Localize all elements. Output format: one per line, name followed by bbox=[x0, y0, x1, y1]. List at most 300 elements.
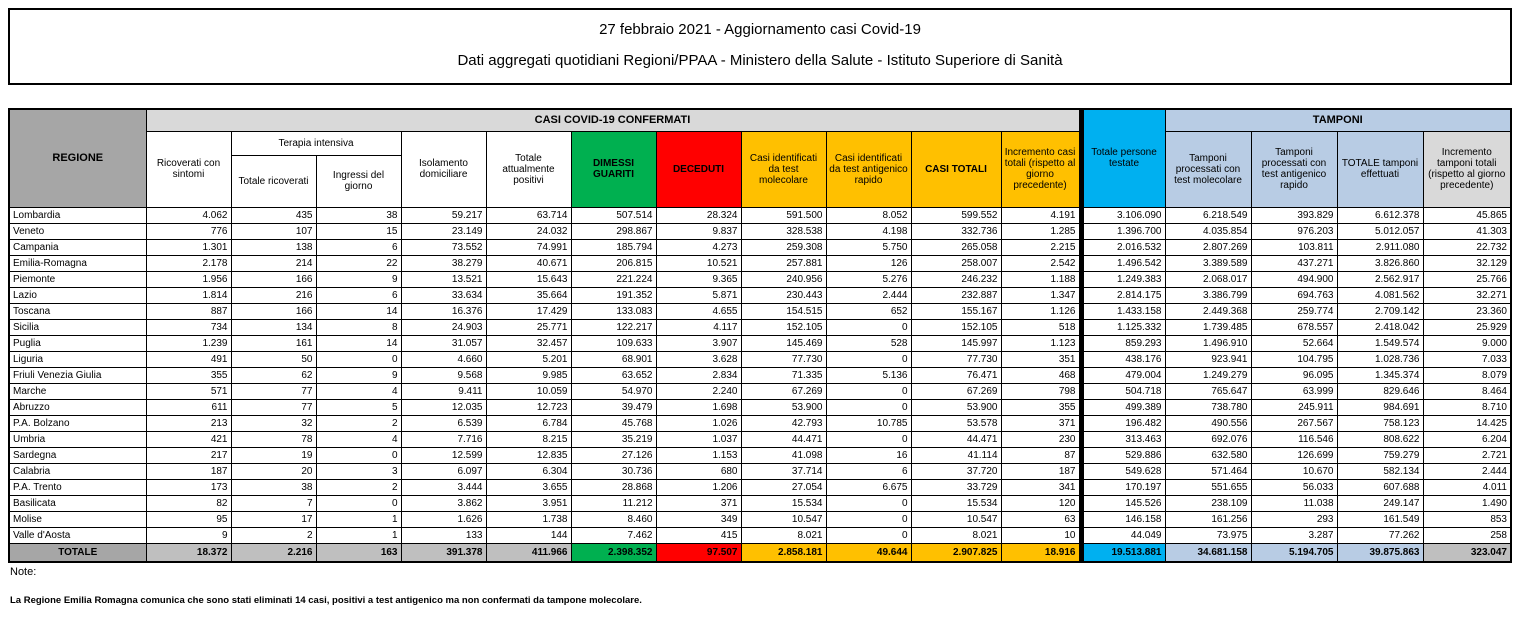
value-cell: 1.153 bbox=[656, 447, 741, 463]
totale-value-cell: 39.875.863 bbox=[1337, 543, 1423, 562]
note-emilia-romagna: La Regione Emilia Romagna comunica che sono stati eliminati 14 casi, positivi a test antigenico ma non confermati da tampone molecolare. bbox=[10, 595, 642, 606]
value-cell: 3.655 bbox=[486, 479, 571, 495]
value-cell: 77.730 bbox=[911, 351, 1001, 367]
totale-value-cell: 411.966 bbox=[486, 543, 571, 562]
table-row bbox=[9, 319, 1511, 335]
table-row bbox=[9, 223, 1511, 239]
value-cell: 4 bbox=[316, 431, 401, 447]
value-cell: 923.941 bbox=[1165, 351, 1251, 367]
value-cell: 1.285 bbox=[1001, 223, 1081, 239]
totale-value-cell: 391.378 bbox=[401, 543, 486, 562]
value-cell: 6 bbox=[316, 239, 401, 255]
value-cell: 3.628 bbox=[656, 351, 741, 367]
value-cell: 437.271 bbox=[1251, 255, 1337, 271]
value-cell: 133 bbox=[401, 527, 486, 543]
value-cell: 32.457 bbox=[486, 335, 571, 351]
value-cell: 7.033 bbox=[1423, 351, 1511, 367]
value-cell: 494.900 bbox=[1251, 271, 1337, 287]
value-cell: 2.834 bbox=[656, 367, 741, 383]
page-title: 27 febbraio 2021 - Aggiornamento casi Covid-19 bbox=[599, 21, 921, 38]
header-group-tamponi: TAMPONI bbox=[1165, 109, 1511, 131]
table-row bbox=[9, 463, 1511, 479]
value-cell: 6.097 bbox=[401, 463, 486, 479]
value-cell: 491 bbox=[146, 351, 231, 367]
header-incremento-tamponi: Incremento tamponi totali (rispetto al giorno precedente) bbox=[1423, 131, 1511, 207]
value-cell: 17.429 bbox=[486, 303, 571, 319]
value-cell: 1 bbox=[316, 511, 401, 527]
value-cell: 13.521 bbox=[401, 271, 486, 287]
value-cell: 56.033 bbox=[1251, 479, 1337, 495]
table-row bbox=[9, 239, 1511, 255]
value-cell: 4.117 bbox=[656, 319, 741, 335]
header-incremento-casi: Incremento casi totali (rispetto al giorno precedente) bbox=[1001, 131, 1081, 207]
value-cell: 776 bbox=[146, 223, 231, 239]
region-name: Toscana bbox=[9, 303, 146, 319]
value-cell: 4.655 bbox=[656, 303, 741, 319]
value-cell: 694.763 bbox=[1251, 287, 1337, 303]
table-row bbox=[9, 415, 1511, 431]
value-cell: 258.007 bbox=[911, 255, 1001, 271]
value-cell: 6.539 bbox=[401, 415, 486, 431]
value-cell: 23.360 bbox=[1423, 303, 1511, 319]
value-cell: 479.004 bbox=[1081, 367, 1165, 383]
value-cell: 435 bbox=[231, 207, 316, 223]
value-cell: 54.970 bbox=[571, 383, 656, 399]
value-cell: 4.011 bbox=[1423, 479, 1511, 495]
value-cell: 2.178 bbox=[146, 255, 231, 271]
value-cell: 3.444 bbox=[401, 479, 486, 495]
value-cell: 53.900 bbox=[911, 399, 1001, 415]
value-cell: 652 bbox=[826, 303, 911, 319]
value-cell: 67.269 bbox=[741, 383, 826, 399]
value-cell: 0 bbox=[316, 351, 401, 367]
value-cell: 1.496.542 bbox=[1081, 255, 1165, 271]
value-cell: 632.580 bbox=[1165, 447, 1251, 463]
value-cell: 1.956 bbox=[146, 271, 231, 287]
value-cell: 77 bbox=[231, 383, 316, 399]
value-cell: 15.534 bbox=[741, 495, 826, 511]
value-cell: 765.647 bbox=[1165, 383, 1251, 399]
value-cell: 25.929 bbox=[1423, 319, 1511, 335]
value-cell: 152.105 bbox=[911, 319, 1001, 335]
totale-value-cell: 163 bbox=[316, 543, 401, 562]
value-cell: 6.218.549 bbox=[1165, 207, 1251, 223]
value-cell: 5 bbox=[316, 399, 401, 415]
value-cell: 468 bbox=[1001, 367, 1081, 383]
value-cell: 1.347 bbox=[1001, 287, 1081, 303]
value-cell: 293 bbox=[1251, 511, 1337, 527]
value-cell: 2 bbox=[231, 527, 316, 543]
region-name: Abruzzo bbox=[9, 399, 146, 415]
value-cell: 1.549.574 bbox=[1337, 335, 1423, 351]
value-cell: 9.837 bbox=[656, 223, 741, 239]
value-cell: 9.365 bbox=[656, 271, 741, 287]
value-cell: 859.293 bbox=[1081, 335, 1165, 351]
value-cell: 77 bbox=[231, 399, 316, 415]
value-cell: 67.269 bbox=[911, 383, 1001, 399]
value-cell: 6.675 bbox=[826, 479, 911, 495]
value-cell: 95 bbox=[146, 511, 231, 527]
value-cell: 1.126 bbox=[1001, 303, 1081, 319]
header-deceduti: DECEDUTI bbox=[656, 131, 741, 207]
value-cell: 1.026 bbox=[656, 415, 741, 431]
totale-row bbox=[9, 543, 1511, 562]
value-cell: 44.049 bbox=[1081, 527, 1165, 543]
value-cell: 52.664 bbox=[1251, 335, 1337, 351]
region-name: Umbria bbox=[9, 431, 146, 447]
value-cell: 3.951 bbox=[486, 495, 571, 511]
value-cell: 591.500 bbox=[741, 207, 826, 223]
value-cell: 33.729 bbox=[911, 479, 1001, 495]
region-name: Liguria bbox=[9, 351, 146, 367]
header-isolamento-domiciliare: Isolamento domiciliare bbox=[401, 131, 486, 207]
value-cell: 9.985 bbox=[486, 367, 571, 383]
value-cell: 138 bbox=[231, 239, 316, 255]
value-cell: 2.562.917 bbox=[1337, 271, 1423, 287]
value-cell: 19 bbox=[231, 447, 316, 463]
value-cell: 829.646 bbox=[1337, 383, 1423, 399]
value-cell: 2 bbox=[316, 415, 401, 431]
value-cell: 10.785 bbox=[826, 415, 911, 431]
value-cell: 680 bbox=[656, 463, 741, 479]
value-cell: 8.052 bbox=[826, 207, 911, 223]
table-row bbox=[9, 511, 1511, 527]
region-name: Piemonte bbox=[9, 271, 146, 287]
value-cell: 16 bbox=[826, 447, 911, 463]
value-cell: 0 bbox=[826, 351, 911, 367]
value-cell: 4.273 bbox=[656, 239, 741, 255]
value-cell: 73.552 bbox=[401, 239, 486, 255]
value-cell: 551.655 bbox=[1165, 479, 1251, 495]
region-name: Friuli Venezia Giulia bbox=[9, 367, 146, 383]
value-cell: 249.147 bbox=[1337, 495, 1423, 511]
value-cell: 8.710 bbox=[1423, 399, 1511, 415]
header-totale-tamponi: TOTALE tamponi effettuati bbox=[1337, 131, 1423, 207]
value-cell: 7.462 bbox=[571, 527, 656, 543]
value-cell: 5.136 bbox=[826, 367, 911, 383]
value-cell: 154.515 bbox=[741, 303, 826, 319]
value-cell: 40.671 bbox=[486, 255, 571, 271]
value-cell: 25.771 bbox=[486, 319, 571, 335]
value-cell: 582.134 bbox=[1337, 463, 1423, 479]
table-row bbox=[9, 431, 1511, 447]
value-cell: 9.000 bbox=[1423, 335, 1511, 351]
value-cell: 887 bbox=[146, 303, 231, 319]
value-cell: 120 bbox=[1001, 495, 1081, 511]
value-cell: 267.567 bbox=[1251, 415, 1337, 431]
region-name: Puglia bbox=[9, 335, 146, 351]
value-cell: 4.035.854 bbox=[1165, 223, 1251, 239]
value-cell: 3.907 bbox=[656, 335, 741, 351]
value-cell: 22.732 bbox=[1423, 239, 1511, 255]
value-cell: 341 bbox=[1001, 479, 1081, 495]
value-cell: 2.240 bbox=[656, 383, 741, 399]
value-cell: 1.123 bbox=[1001, 335, 1081, 351]
value-cell: 185.794 bbox=[571, 239, 656, 255]
value-cell: 187 bbox=[146, 463, 231, 479]
table-row bbox=[9, 351, 1511, 367]
value-cell: 371 bbox=[656, 495, 741, 511]
value-cell: 68.901 bbox=[571, 351, 656, 367]
value-cell: 8.215 bbox=[486, 431, 571, 447]
value-cell: 28.324 bbox=[656, 207, 741, 223]
value-cell: 11.212 bbox=[571, 495, 656, 511]
value-cell: 2.449.368 bbox=[1165, 303, 1251, 319]
region-name: Campania bbox=[9, 239, 146, 255]
value-cell: 2.215 bbox=[1001, 239, 1081, 255]
value-cell: 59.217 bbox=[401, 207, 486, 223]
value-cell: 44.471 bbox=[741, 431, 826, 447]
value-cell: 3 bbox=[316, 463, 401, 479]
value-cell: 4.660 bbox=[401, 351, 486, 367]
value-cell: 78 bbox=[231, 431, 316, 447]
value-cell: 2.911.080 bbox=[1337, 239, 1423, 255]
value-cell: 30.736 bbox=[571, 463, 656, 479]
value-cell: 145.997 bbox=[911, 335, 1001, 351]
value-cell: 32.129 bbox=[1423, 255, 1511, 271]
header-casi-test-molecolare: Casi identificati da test molecolare bbox=[741, 131, 826, 207]
value-cell: 1.345.374 bbox=[1337, 367, 1423, 383]
value-cell: 1.239 bbox=[146, 335, 231, 351]
value-cell: 611 bbox=[146, 399, 231, 415]
value-cell: 44.471 bbox=[911, 431, 1001, 447]
value-cell: 328.538 bbox=[741, 223, 826, 239]
value-cell: 421 bbox=[146, 431, 231, 447]
value-cell: 32 bbox=[231, 415, 316, 431]
value-cell: 24.032 bbox=[486, 223, 571, 239]
value-cell: 984.691 bbox=[1337, 399, 1423, 415]
region-name: Valle d'Aosta bbox=[9, 527, 146, 543]
value-cell: 155.167 bbox=[911, 303, 1001, 319]
value-cell: 10.521 bbox=[656, 255, 741, 271]
value-cell: 103.811 bbox=[1251, 239, 1337, 255]
value-cell: 41.114 bbox=[911, 447, 1001, 463]
value-cell: 38 bbox=[316, 207, 401, 223]
value-cell: 349 bbox=[656, 511, 741, 527]
value-cell: 607.688 bbox=[1337, 479, 1423, 495]
region-name: P.A. Bolzano bbox=[9, 415, 146, 431]
value-cell: 1.037 bbox=[656, 431, 741, 447]
value-cell: 355 bbox=[1001, 399, 1081, 415]
table-row bbox=[9, 207, 1511, 223]
value-cell: 5.871 bbox=[656, 287, 741, 303]
value-cell: 759.279 bbox=[1337, 447, 1423, 463]
value-cell: 214 bbox=[231, 255, 316, 271]
value-cell: 4 bbox=[316, 383, 401, 399]
table-row bbox=[9, 255, 1511, 271]
value-cell: 63 bbox=[1001, 511, 1081, 527]
value-cell: 12.035 bbox=[401, 399, 486, 415]
table-row bbox=[9, 383, 1511, 399]
value-cell: 332.736 bbox=[911, 223, 1001, 239]
value-cell: 35.664 bbox=[486, 287, 571, 303]
value-cell: 1.125.332 bbox=[1081, 319, 1165, 335]
value-cell: 23.149 bbox=[401, 223, 486, 239]
value-cell: 599.552 bbox=[911, 207, 1001, 223]
value-cell: 17 bbox=[231, 511, 316, 527]
region-name: Marche bbox=[9, 383, 146, 399]
value-cell: 5.276 bbox=[826, 271, 911, 287]
value-cell: 109.633 bbox=[571, 335, 656, 351]
value-cell: 2.444 bbox=[1423, 463, 1511, 479]
value-cell: 45.768 bbox=[571, 415, 656, 431]
region-name: Veneto bbox=[9, 223, 146, 239]
value-cell: 71.335 bbox=[741, 367, 826, 383]
value-cell: 313.463 bbox=[1081, 431, 1165, 447]
value-cell: 9 bbox=[316, 367, 401, 383]
value-cell: 549.628 bbox=[1081, 463, 1165, 479]
value-cell: 3.389.589 bbox=[1165, 255, 1251, 271]
value-cell: 0 bbox=[826, 527, 911, 543]
header-persone-testate: Totale persone testate bbox=[1081, 109, 1165, 207]
value-cell: 14.425 bbox=[1423, 415, 1511, 431]
value-cell: 2.068.017 bbox=[1165, 271, 1251, 287]
value-cell: 63.652 bbox=[571, 367, 656, 383]
value-cell: 217 bbox=[146, 447, 231, 463]
value-cell: 15.643 bbox=[486, 271, 571, 287]
value-cell: 10.547 bbox=[741, 511, 826, 527]
value-cell: 39.479 bbox=[571, 399, 656, 415]
value-cell: 37.714 bbox=[741, 463, 826, 479]
header-regione: REGIONE bbox=[9, 109, 146, 207]
value-cell: 355 bbox=[146, 367, 231, 383]
value-cell: 678.557 bbox=[1251, 319, 1337, 335]
value-cell: 170.197 bbox=[1081, 479, 1165, 495]
totale-value-cell: 97.507 bbox=[656, 543, 741, 562]
value-cell: 259.774 bbox=[1251, 303, 1337, 319]
table-row bbox=[9, 287, 1511, 303]
value-cell: 853 bbox=[1423, 511, 1511, 527]
value-cell: 1.301 bbox=[146, 239, 231, 255]
header-group-casi-confermati: CASI COVID-19 CONFERMATI bbox=[146, 109, 1081, 131]
value-cell: 504.718 bbox=[1081, 383, 1165, 399]
totale-value-cell: 5.194.705 bbox=[1251, 543, 1337, 562]
value-cell: 1.626 bbox=[401, 511, 486, 527]
value-cell: 0 bbox=[826, 511, 911, 527]
value-cell: 3.287 bbox=[1251, 527, 1337, 543]
table-body bbox=[9, 207, 1511, 562]
value-cell: 166 bbox=[231, 303, 316, 319]
value-cell: 1.396.700 bbox=[1081, 223, 1165, 239]
value-cell: 571 bbox=[146, 383, 231, 399]
value-cell: 1 bbox=[316, 527, 401, 543]
value-cell: 1.738 bbox=[486, 511, 571, 527]
table-row bbox=[9, 335, 1511, 351]
value-cell: 38 bbox=[231, 479, 316, 495]
value-cell: 7 bbox=[231, 495, 316, 511]
value-cell: 206.815 bbox=[571, 255, 656, 271]
value-cell: 28.868 bbox=[571, 479, 656, 495]
value-cell: 15.534 bbox=[911, 495, 1001, 511]
value-cell: 2.418.042 bbox=[1337, 319, 1423, 335]
value-cell: 6.304 bbox=[486, 463, 571, 479]
value-cell: 216 bbox=[231, 287, 316, 303]
value-cell: 1.739.485 bbox=[1165, 319, 1251, 335]
value-cell: 87 bbox=[1001, 447, 1081, 463]
value-cell: 0 bbox=[826, 383, 911, 399]
value-cell: 230 bbox=[1001, 431, 1081, 447]
value-cell: 0 bbox=[316, 495, 401, 511]
notes-section bbox=[10, 566, 642, 606]
value-cell: 10.670 bbox=[1251, 463, 1337, 479]
value-cell: 738.780 bbox=[1165, 399, 1251, 415]
value-cell: 2.444 bbox=[826, 287, 911, 303]
value-cell: 73.975 bbox=[1165, 527, 1251, 543]
value-cell: 144 bbox=[486, 527, 571, 543]
value-cell: 2 bbox=[316, 479, 401, 495]
value-cell: 393.829 bbox=[1251, 207, 1337, 223]
value-cell: 10.547 bbox=[911, 511, 1001, 527]
value-cell: 63.714 bbox=[486, 207, 571, 223]
value-cell: 16.376 bbox=[401, 303, 486, 319]
covid-data-table bbox=[8, 108, 1512, 563]
value-cell: 245.911 bbox=[1251, 399, 1337, 415]
value-cell: 5.750 bbox=[826, 239, 911, 255]
region-name: Basilicata bbox=[9, 495, 146, 511]
region-name: Sicilia bbox=[9, 319, 146, 335]
value-cell: 1.188 bbox=[1001, 271, 1081, 287]
value-cell: 4.198 bbox=[826, 223, 911, 239]
value-cell: 2.016.532 bbox=[1081, 239, 1165, 255]
value-cell: 76.471 bbox=[911, 367, 1001, 383]
value-cell: 808.622 bbox=[1337, 431, 1423, 447]
value-cell: 10.059 bbox=[486, 383, 571, 399]
value-cell: 230.443 bbox=[741, 287, 826, 303]
value-cell: 1.433.158 bbox=[1081, 303, 1165, 319]
region-name: Lombardia bbox=[9, 207, 146, 223]
region-name: Sardegna bbox=[9, 447, 146, 463]
value-cell: 1.490 bbox=[1423, 495, 1511, 511]
value-cell: 37.720 bbox=[911, 463, 1001, 479]
title-box bbox=[8, 8, 1512, 85]
value-cell: 9.411 bbox=[401, 383, 486, 399]
value-cell: 104.795 bbox=[1251, 351, 1337, 367]
value-cell: 2.721 bbox=[1423, 447, 1511, 463]
value-cell: 232.887 bbox=[911, 287, 1001, 303]
value-cell: 116.546 bbox=[1251, 431, 1337, 447]
value-cell: 8.079 bbox=[1423, 367, 1511, 383]
table-row bbox=[9, 399, 1511, 415]
value-cell: 1.249.383 bbox=[1081, 271, 1165, 287]
value-cell: 528 bbox=[826, 335, 911, 351]
value-cell: 74.991 bbox=[486, 239, 571, 255]
header-totale-positivi: Totale attualmente positivi bbox=[486, 131, 571, 207]
value-cell: 126.699 bbox=[1251, 447, 1337, 463]
totale-value-cell: 18.372 bbox=[146, 543, 231, 562]
value-cell: 10 bbox=[1001, 527, 1081, 543]
region-name: Lazio bbox=[9, 287, 146, 303]
value-cell: 0 bbox=[826, 495, 911, 511]
value-cell: 161.256 bbox=[1165, 511, 1251, 527]
value-cell: 351 bbox=[1001, 351, 1081, 367]
value-cell: 7.716 bbox=[401, 431, 486, 447]
value-cell: 0 bbox=[826, 399, 911, 415]
value-cell: 9 bbox=[316, 271, 401, 287]
value-cell: 0 bbox=[826, 431, 911, 447]
value-cell: 161 bbox=[231, 335, 316, 351]
value-cell: 258 bbox=[1423, 527, 1511, 543]
table-row bbox=[9, 495, 1511, 511]
header-casi-totali: CASI TOTALI bbox=[911, 131, 1001, 207]
value-cell: 77.262 bbox=[1337, 527, 1423, 543]
value-cell: 6.612.378 bbox=[1337, 207, 1423, 223]
value-cell: 166 bbox=[231, 271, 316, 287]
value-cell: 126 bbox=[826, 255, 911, 271]
value-cell: 41.098 bbox=[741, 447, 826, 463]
totale-value-cell: 19.513.881 bbox=[1081, 543, 1165, 562]
value-cell: 173 bbox=[146, 479, 231, 495]
totale-value-cell: 49.644 bbox=[826, 543, 911, 562]
